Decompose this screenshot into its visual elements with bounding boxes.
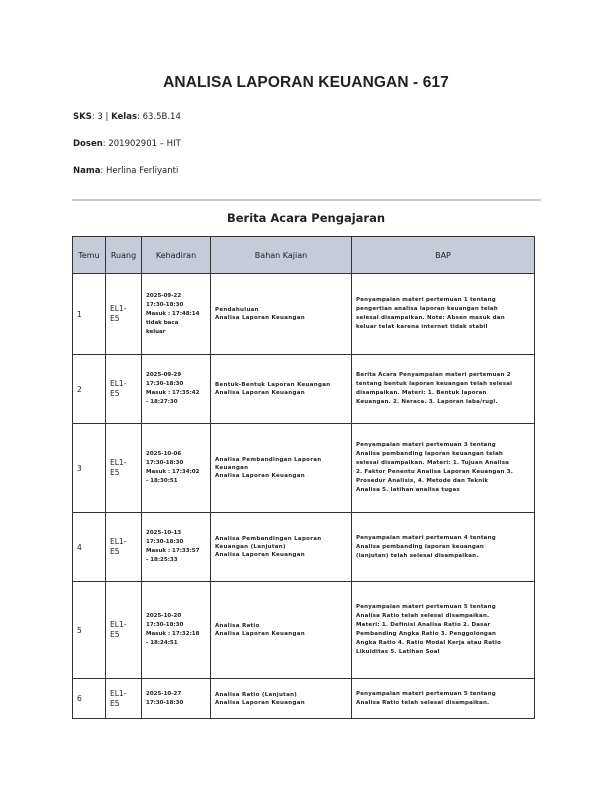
table-row [73,355,535,424]
table-header-row [73,237,535,274]
nama-value: : Herlina Ferliyanti [100,166,179,176]
dosen-value: : 201902901 – HIT [102,139,181,149]
table-row [73,274,535,355]
cell-kehadiran: 2025-10-27 17:30-18:30 [142,679,211,719]
table-row [73,679,535,719]
cell-bap: Penyampaian materi pertemuan 5 tentang Analisa Ratio telah selesai disampaikan. [352,679,535,719]
cell-temu: 4 [73,513,106,582]
cell-ruang: EL1- E5 [106,513,142,582]
cell-ruang: EL1- E5 [106,679,142,719]
cell-temu: 3 [73,424,106,513]
header-bahan-kajian: Bahan Kajian [211,237,352,274]
cell-bahan-kajian: Analisa Pembandingan Laporan Keuangan Analisa Laporan Keuangan [211,424,352,513]
cell-bap: Penyampaian materi pertemuan 4 tentang Analisa pembanding laporan keuangan (lanjutan) telah selesai disampaikan. [352,513,535,582]
table-row [73,582,535,679]
name-info [73,166,178,176]
bap-table [72,236,535,719]
table-row [73,513,535,582]
cell-kehadiran: 2025-10-20 17:30-18:30 Masuk : 17:32:18 - 18:24:51 [142,582,211,679]
header-bap: BAP [352,237,535,274]
cell-ruang: EL1- E5 [106,424,142,513]
section-title: Berita Acara Pengajaran [226,211,386,225]
kelas-label: Kelas [111,112,138,122]
cell-bap: Berita Acara Penyampaian materi pertemuan 2 tentang bentuk laporan keuangan telah selesai disampaikan. Materi: 1. Bentuk laporan Keuangan. 2. Neraca. 3. Laporan laba/rugi. [352,355,535,424]
header-temu: Temu [73,237,106,274]
kelas-value: : 63.5B.14 [137,112,181,122]
cell-kehadiran: 2025-09-29 17:30-18:30 Masuk : 17:35:42 - 18:27:30 [142,355,211,424]
cell-ruang: EL1- E5 [106,582,142,679]
sks-label: SKS [73,112,92,122]
cell-bahan-kajian: Analisa Ratio Analisa Laporan Keuangan [211,582,352,679]
cell-ruang: EL1- E5 [106,355,142,424]
table-row [73,424,535,513]
header-ruang: Ruang [106,237,142,274]
dosen-label: Dosen [73,139,103,149]
divider [72,199,541,201]
sks-value: : 3 | [91,112,109,122]
page-title: ANALISA LAPORAN KEUANGAN - 617 [163,74,449,91]
cell-kehadiran: 2025-10-13 17:30-18:30 Masuk : 17:33:57 - 18:25:33 [142,513,211,582]
cell-bahan-kajian: Analisa Pembandingan Laporan Keuangan (Lanjutan) Analisa Laporan Keuangan [211,513,352,582]
nama-label: Nama [73,166,101,176]
cell-bahan-kajian: Bentuk-Bentuk Laporan Keuangan Analisa Laporan Keuangan [211,355,352,424]
cell-temu: 6 [73,679,106,719]
cell-temu: 2 [73,355,106,424]
cell-bap: Penyampaian materi pertemuan 5 tentang Analisa Ratio telah selesai disampaikan. Materi: 1. Definisi Analisa Ratio 2. Dasar Pembanding Angka Ratio 3. Penggolongan Angka Ratio 4. Ratio Modal Kerja atau Ratio Likuiditas 5. Latihan Soal [352,582,535,679]
course-info [73,112,181,122]
cell-bahan-kajian: Analisa Ratio (Lanjutan) Analisa Laporan Keuangan [211,679,352,719]
lecturer-info [73,139,181,149]
cell-bap: Penyampaian materi pertemuan 1 tentang pengertian analisa laporan keuangan telah selesai disampaikan. Note: Absen masuk dan keluar telat karena internet tidak stabil [352,274,535,355]
header-kehadiran: Kehadiran [142,237,211,274]
cell-bahan-kajian: Pendahuluan Analisa Laporan Keuangan [211,274,352,355]
cell-ruang: EL1- E5 [106,274,142,355]
cell-bap: Penyampaian materi pertemuan 3 tentang Analisa pembanding laporan keuangan telah selesai disampaikan. Materi: 1. Tujuan Analisa 2. Faktor Penentu Analisa Laporan Keuangan 3. Prosedur Analisis, 4. Metode dan Teknik Analisa 5. latihan analisa tugas [352,424,535,513]
cell-temu: 1 [73,274,106,355]
cell-kehadiran: 2025-10-06 17:30-18:30 Masuk : 17:34:02 - 18:30:51 [142,424,211,513]
cell-temu: 5 [73,582,106,679]
cell-kehadiran: 2025-09-22 17:30-18:30 Masuk : 17:48:14 tidak baca keluar [142,274,211,355]
